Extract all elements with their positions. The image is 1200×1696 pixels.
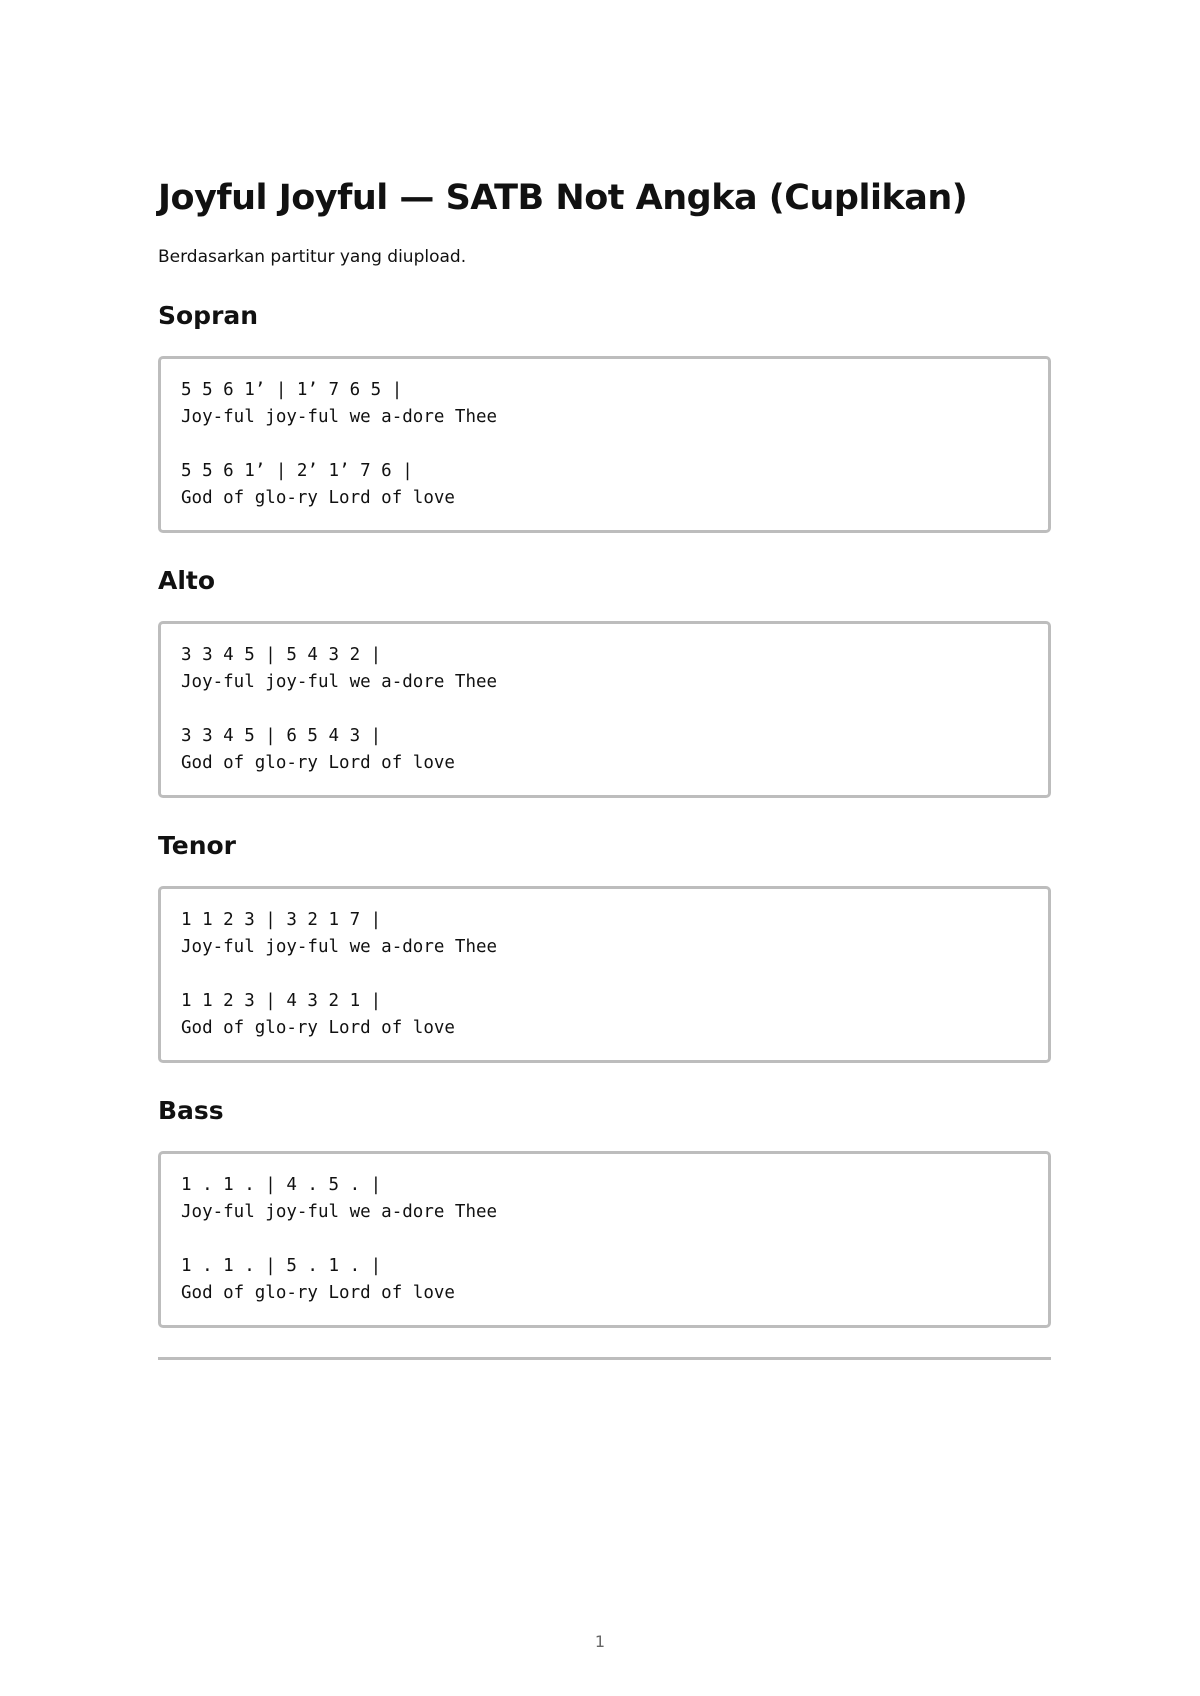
notes-line: 1 1 2 3 | 4 3 2 1 | xyxy=(181,991,382,1011)
notation-box xyxy=(158,1151,1051,1328)
notes-line: 3 3 4 5 | 6 5 4 3 | xyxy=(181,726,382,746)
section-sopran xyxy=(158,301,1051,533)
document-page xyxy=(158,172,1051,1360)
notes-line: 5 5 6 1’ | 2’ 1’ 7 6 | xyxy=(181,461,413,481)
notes-line: 3 3 4 5 | 5 4 3 2 | xyxy=(181,645,382,665)
verse xyxy=(181,988,1028,1042)
lyrics-line: God of glo-ry Lord of love xyxy=(181,1283,455,1303)
horizontal-rule xyxy=(158,1357,1051,1360)
verse xyxy=(181,642,1028,696)
lyrics-line: God of glo-ry Lord of love xyxy=(181,488,455,508)
lyrics-line: Joy-ful joy-ful we a-dore Thee xyxy=(181,937,498,957)
page-number: 1 xyxy=(594,1632,606,1651)
section-heading: Sopran xyxy=(158,301,259,330)
section-alto xyxy=(158,566,1051,798)
notation-box xyxy=(158,621,1051,798)
lyrics-line: Joy-ful joy-ful we a-dore Thee xyxy=(181,407,498,427)
section-heading: Alto xyxy=(158,566,216,595)
notation-box xyxy=(158,886,1051,1063)
notes-line: 1 . 1 . | 5 . 1 . | xyxy=(181,1256,382,1276)
verse xyxy=(181,1172,1028,1226)
verse xyxy=(181,458,1028,512)
notes-line: 5 5 6 1’ | 1’ 7 6 5 | xyxy=(181,380,403,400)
notation-box xyxy=(158,356,1051,533)
section-bass xyxy=(158,1096,1051,1328)
lyrics-line: God of glo-ry Lord of love xyxy=(181,753,455,773)
lyrics-line: God of glo-ry Lord of love xyxy=(181,1018,455,1038)
document-title: Joyful Joyful — SATB Not Angka (Cuplikan) xyxy=(158,178,968,218)
document-subtitle: Berdasarkan partitur yang diupload. xyxy=(158,247,467,267)
lyrics-line: Joy-ful joy-ful we a-dore Thee xyxy=(181,1202,498,1222)
notes-line: 1 . 1 . | 4 . 5 . | xyxy=(181,1175,382,1195)
notes-line: 1 1 2 3 | 3 2 1 7 | xyxy=(181,910,382,930)
section-heading: Bass xyxy=(158,1096,224,1125)
section-heading: Tenor xyxy=(158,831,236,860)
verse xyxy=(181,1253,1028,1307)
verse xyxy=(181,377,1028,431)
verse xyxy=(181,907,1028,961)
lyrics-line: Joy-ful joy-ful we a-dore Thee xyxy=(181,672,498,692)
verse xyxy=(181,723,1028,777)
section-tenor xyxy=(158,831,1051,1063)
